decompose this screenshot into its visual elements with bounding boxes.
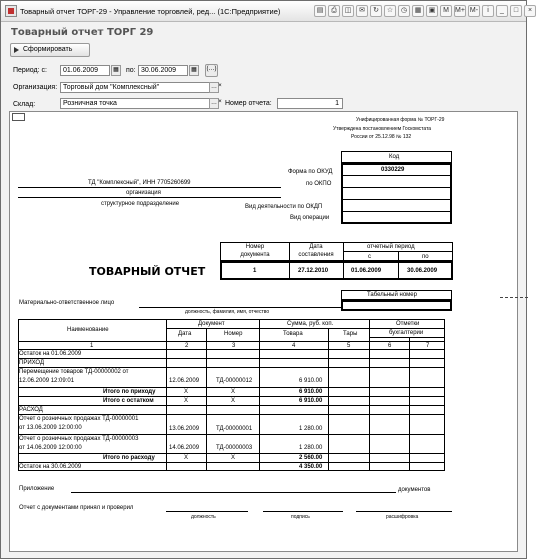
code-divider (342, 211, 451, 212)
period-to-header: по (422, 254, 429, 260)
report-number-label: Номер отчета: (225, 100, 272, 107)
col-name-header: Наименование (67, 327, 109, 333)
form-heading: Товарный отчет ТОРГ 29 (11, 27, 154, 38)
title-toolbar (314, 5, 536, 17)
table-row-number: X (231, 455, 236, 461)
doc-divider (343, 242, 344, 280)
organization-select-button[interactable]: … (209, 82, 219, 93)
date-from-input[interactable]: 01.06.2009 (60, 65, 110, 76)
favorites-icon[interactable]: ☆ (384, 5, 396, 17)
to-label: по: (126, 67, 136, 74)
page-break-line (500, 297, 528, 298)
table-row-number: X (231, 389, 236, 395)
period-select-button[interactable]: (…) (205, 64, 218, 77)
calendar-icon[interactable]: ▣ (426, 5, 438, 17)
table-row-goods: 1 280.00 (299, 445, 323, 451)
doc-date-header: Дата составления (298, 244, 334, 258)
table-row-date: 14.06.2009 (169, 445, 200, 451)
col-date-header: Дата (178, 331, 192, 337)
col-number-header: Номер (224, 331, 243, 337)
col-num-3: 3 (232, 343, 236, 349)
documents-label: документов (398, 487, 431, 493)
organization-caption: организация (126, 190, 161, 196)
col-num-6: 6 (388, 343, 392, 349)
period-to-value: 30.06.2009 (407, 268, 438, 274)
col-tare-header: Тары (343, 331, 358, 337)
okud-value: 0330229 (381, 167, 405, 173)
doc-divider (398, 251, 399, 280)
table-row-number: ТД-00000001 (216, 426, 253, 432)
table-row-goods: 1 280.00 (299, 426, 323, 432)
appendix-underline (71, 492, 396, 493)
refresh-icon[interactable]: ↻ (370, 5, 382, 17)
doc-number-value: 1 (253, 268, 257, 274)
generate-button[interactable] (10, 43, 90, 57)
position-caption: должность (191, 514, 216, 520)
warehouse-label: Склад: (13, 101, 36, 108)
table-row-name: Остаток на 01.06.2009 (19, 351, 82, 357)
table-row-line (18, 405, 445, 406)
mol-label: Материально-ответственное лицо (19, 300, 115, 306)
doc-divider (343, 251, 453, 252)
report-number-input[interactable]: 1 (277, 98, 343, 109)
period-from-value: 01.06.2009 (351, 268, 382, 274)
print-icon[interactable]: ⎙ (328, 5, 340, 17)
memory-m-button[interactable]: M (440, 5, 452, 17)
col-num-1: 1 (90, 343, 94, 349)
col-marks-header: Отметки (396, 321, 420, 327)
operation-label: Вид операции (290, 215, 330, 221)
mail-icon[interactable]: ✉ (356, 5, 368, 17)
form-header-line-2: Утверждена постановлением Госкомстата (333, 126, 432, 132)
code-divider (342, 187, 451, 188)
col-document-header: Документ (198, 321, 225, 327)
decoding-caption: расшифровка (386, 514, 419, 520)
date-to-calendar-icon[interactable]: ▦ (189, 65, 199, 76)
table-row-name-2: 12.06.2009 12:09:01 (19, 378, 75, 384)
date-to-input[interactable]: 30.06.2009 (138, 65, 188, 76)
table-row-date: X (184, 389, 189, 395)
organization-label: Организация: (13, 84, 58, 91)
table-row-line (18, 462, 445, 463)
preview-icon[interactable]: ◫ (342, 5, 354, 17)
table-row-goods: 4 350.00 (299, 464, 323, 470)
table-row-name: Итого с остатком (103, 398, 154, 404)
table-row-name: Отчет о розничных продажах ТД-00000001 (19, 416, 139, 422)
table-row-number: ТД-00000003 (216, 445, 253, 451)
signature-underline (263, 511, 343, 512)
warehouse-clear-icon[interactable]: × (218, 99, 222, 105)
table-row-name: ПРИХОД (19, 360, 45, 366)
appendix-label: Приложение (19, 486, 55, 492)
mol-caption: должность, фамилия, имя, отчество (185, 309, 270, 315)
table-row-line (18, 358, 445, 359)
col-goods-header: Товара (283, 331, 303, 337)
table-row-name-2: от 14.06.2009 12:00:00 (19, 445, 82, 451)
app-icon (5, 5, 17, 17)
table-row-name: Остаток на 30.06.2009 (19, 464, 82, 470)
play-icon (14, 47, 19, 53)
organization-underline (18, 187, 281, 188)
table-row-name: Перемещение товаров ТД-00000002 от (19, 369, 129, 375)
history-icon[interactable]: ◷ (398, 5, 410, 17)
organization-input[interactable]: Торговый дом "Комплексный" (60, 82, 210, 93)
warehouse-input[interactable]: Розничная точка (60, 98, 210, 109)
subdivision-caption: структурное подразделение (101, 201, 180, 207)
maximize-icon[interactable]: □ (510, 5, 522, 17)
accepted-label: Отчет с документами принял и проверил (19, 505, 134, 511)
table-row-name: Отчет о розничных продажах ТД-00000003 (19, 436, 139, 442)
code-divider (342, 199, 451, 200)
tab-number-label: Табельный номер (367, 292, 417, 298)
info-icon[interactable]: i (482, 5, 494, 17)
close-icon[interactable]: × (524, 5, 536, 17)
memory-mminus-button[interactable]: M- (468, 5, 480, 17)
table-row-date: X (184, 455, 189, 461)
period-header: отчетный период (367, 244, 415, 250)
organization-caption-line (18, 197, 281, 198)
title-bar (1, 1, 533, 22)
table-row-date: 12.06.2009 (169, 378, 200, 384)
table-row-name: Итого по расходу (103, 455, 155, 461)
decoding-underline (356, 511, 452, 512)
col-accounting-header: бухгалтерии (389, 330, 424, 336)
period-label: Период: с: (13, 67, 47, 74)
form-header-line-1: Унифицированная форма № ТОРГ-29 (356, 117, 445, 123)
col-num-2: 2 (185, 343, 189, 349)
period-from-header: с (368, 254, 371, 260)
col-num-7: 7 (426, 343, 430, 349)
table-row-goods: 6 910.00 (299, 389, 323, 395)
doc-divider (289, 242, 290, 280)
position-underline (166, 511, 248, 512)
save-icon[interactable]: ▤ (314, 5, 326, 17)
okpo-label: по ОКПО (306, 181, 332, 187)
okdp-label: Вид деятельности по ОКДП (245, 204, 323, 210)
col-num-5: 5 (347, 343, 351, 349)
warehouse-select-button[interactable]: … (209, 98, 219, 109)
table-row-number: X (231, 398, 236, 404)
table-row-goods: 2 560.00 (299, 455, 323, 461)
calculator-icon[interactable]: ▦ (412, 5, 424, 17)
generate-button-label: Сформировать (23, 46, 73, 53)
date-from-calendar-icon[interactable]: ▦ (111, 65, 121, 76)
signature-caption: подпись (291, 514, 310, 520)
organization-clear-icon[interactable]: × (218, 83, 222, 89)
doc-number-header: Номер документа (240, 244, 270, 258)
table-row-name: Итого по приходу (103, 389, 156, 395)
report-title: ТОВАРНЫЙ ОТЧЕТ (89, 265, 206, 278)
code-header: Код (389, 154, 400, 160)
window-title: Товарный отчет ТОРГ-29 - Управление торговлей, ред... (1С:Предприятие) (20, 7, 281, 16)
table-row-date: 13.06.2009 (169, 426, 200, 432)
table-row-name-2: от 13.06.2009 12:00:00 (19, 425, 82, 431)
code-divider (342, 175, 451, 176)
col-num-4: 4 (292, 343, 296, 349)
organization-full: ТД "Комплексный", ИНН 7705260699 (88, 180, 191, 186)
table-row-goods: 6 910.00 (299, 378, 323, 384)
tab-number-value-box (341, 300, 452, 311)
memory-mplus-button[interactable]: M+ (454, 5, 466, 17)
table-row-goods: 6 910.00 (299, 398, 323, 404)
sheet-corner-marker (12, 113, 25, 121)
table-row-line (369, 337, 445, 338)
minimize-icon[interactable]: _ (496, 5, 508, 17)
col-sum-header: Сумма, руб. коп. (287, 321, 334, 327)
form-header-line-3: России от 25.12.98 № 132 (351, 134, 412, 140)
doc-date-value: 27.12.2010 (298, 268, 329, 274)
table-row-name: РАСХОД (19, 407, 43, 413)
table-row-number: ТД-00000012 (216, 378, 253, 384)
table-row-date: X (184, 398, 189, 404)
okud-label: Форма по ОКУД (288, 169, 333, 175)
